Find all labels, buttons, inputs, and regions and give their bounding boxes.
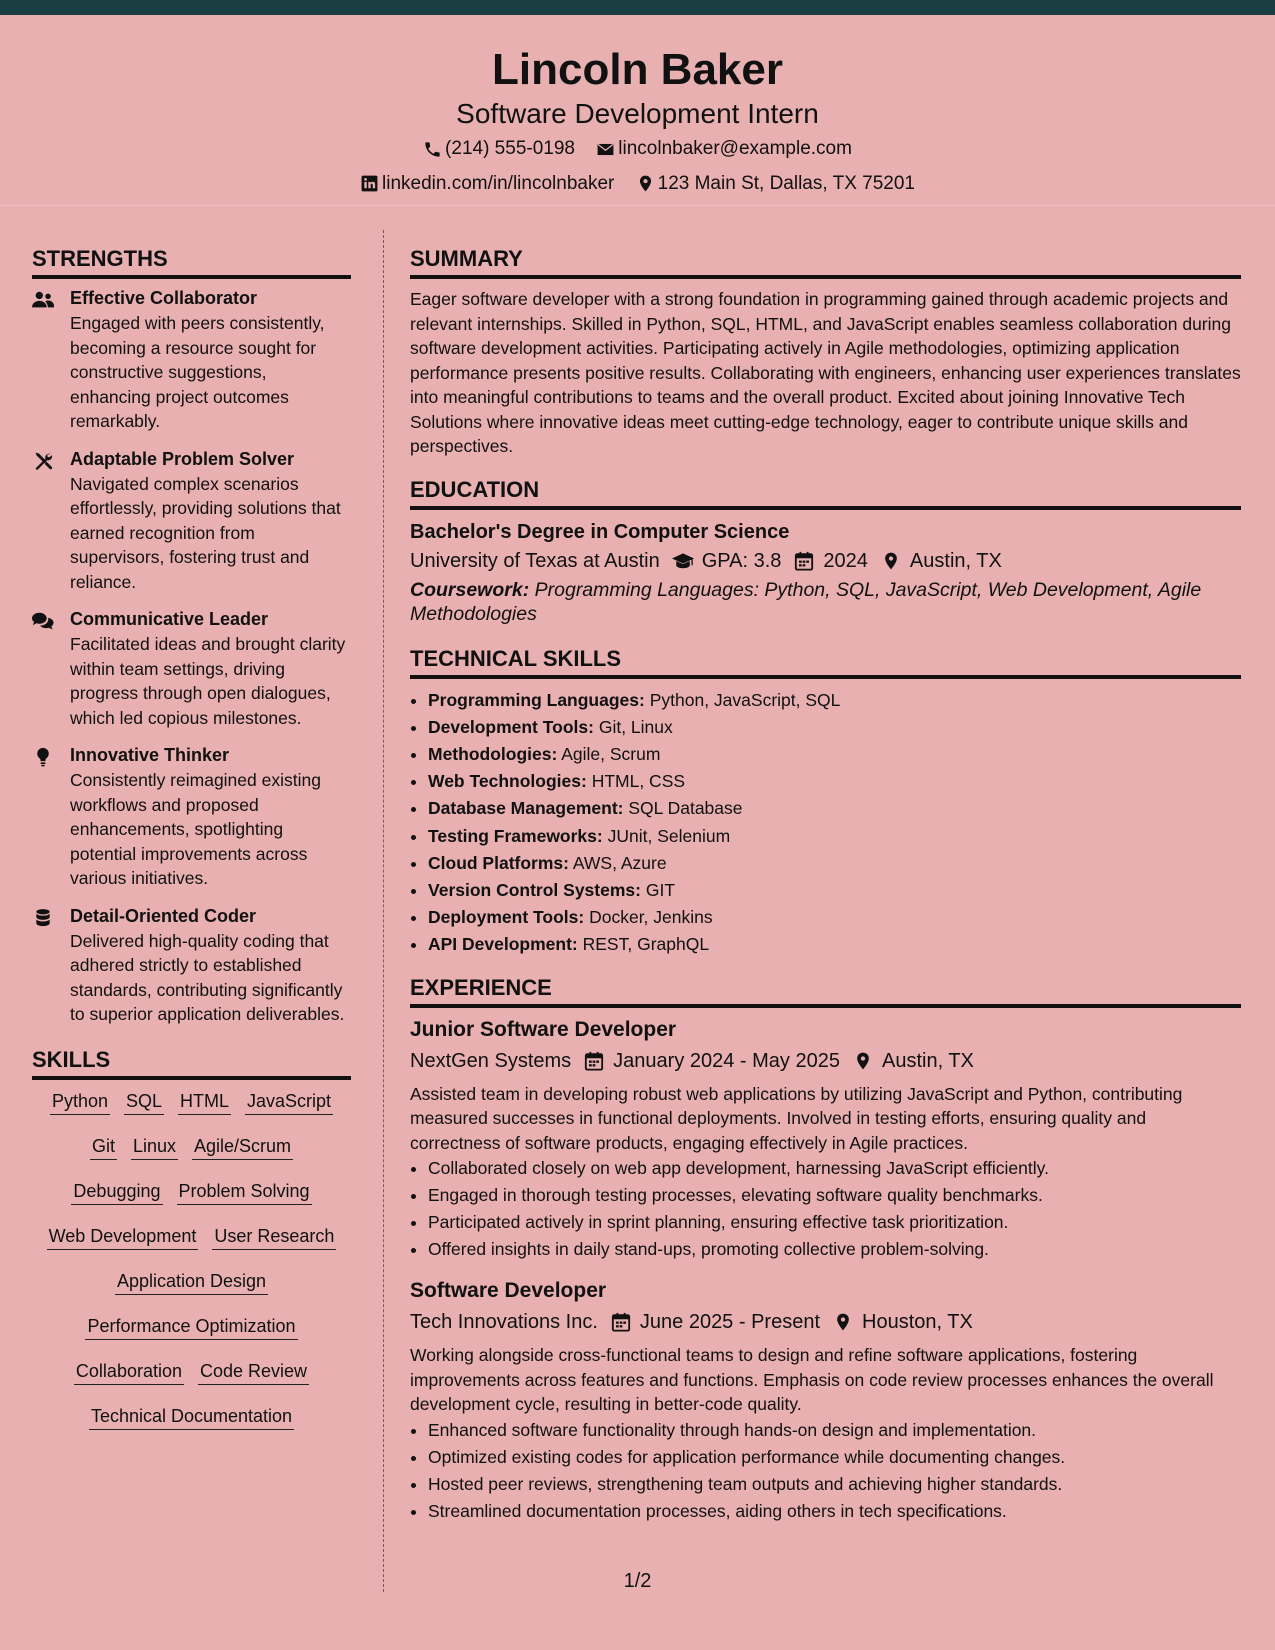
phone-text: (214) 555-0198 xyxy=(445,138,575,159)
tech-label: Cloud Platforms: xyxy=(428,852,569,873)
company-name: Tech Innovations Inc. xyxy=(410,1311,598,1334)
map-pin-icon xyxy=(832,1312,854,1332)
list-item xyxy=(428,931,1241,958)
skills-row xyxy=(32,1358,351,1386)
database-icon xyxy=(32,908,54,928)
linkedin-icon xyxy=(360,174,379,193)
summary-text: Eager software developer with a strong foundation in programming gained through academic projects and relevant internships. Skilled in Python, SQL, HTML, and JavaScript enables seamless collaboration during software development activities. Participating actively in Agile methodologies, optimizing application performance presents positive results. Collaborating with engineers, enhancing user experiences translates into meaningful contributions to teams and the overall product. Excited about joining Innovative Tech Solutions where innovative ideas meet cutting-edge technology, eager to contribute unique skills and perspectives. xyxy=(410,289,1241,456)
strength-desc: Facilitated ideas and brought clarity within team settings, driving progress through open dialogues, which led copious milestones. xyxy=(70,634,346,728)
skill-chip: Web Development xyxy=(47,1223,199,1250)
strength-title: Communicative Leader xyxy=(70,609,269,629)
skills-row xyxy=(32,1088,351,1116)
graduation-year: 2024 xyxy=(823,549,868,572)
envelope-icon xyxy=(596,140,615,159)
strengths-heading: STRENGTHS xyxy=(32,246,351,279)
list-item: • Engaged in thorough testing processes, elevating software quality benchmarks. xyxy=(428,1182,1241,1209)
strength-title: Innovative Thinker xyxy=(70,745,230,765)
skill-chip: HTML xyxy=(178,1088,231,1115)
tech-label: Deployment Tools: xyxy=(428,907,585,928)
list-item: • Streamlined documentation processes, aiding others in tech specifications. xyxy=(428,1498,1241,1525)
skill-chip: Python xyxy=(50,1088,110,1115)
candidate-name: Lincoln Baker xyxy=(492,45,783,94)
tech-label: Web Technologies: xyxy=(428,771,587,792)
tech-value: JUnit, Selenium xyxy=(607,825,731,846)
calendar-icon xyxy=(793,551,815,571)
skill-chip: Git xyxy=(90,1133,117,1160)
list-item xyxy=(428,687,1241,714)
skills-row xyxy=(32,1313,351,1341)
graduation-cap-icon xyxy=(672,551,694,571)
strength-desc: Delivered high-quality coding that adhered strictly to established standards, contributing significantly to superior application deliverables. xyxy=(70,930,345,1024)
job-meta xyxy=(410,1307,1241,1337)
phone-icon xyxy=(423,140,442,159)
coursework xyxy=(410,578,1241,626)
tech-label: Version Control Systems: xyxy=(428,879,641,900)
list-item xyxy=(428,768,1241,795)
tech-value: Git, Linux xyxy=(598,716,673,737)
left-column xyxy=(32,246,351,1448)
technical-skills-heading: TECHNICAL SKILLS xyxy=(410,646,1241,679)
job-title: Software Developer xyxy=(410,1279,607,1303)
list-item xyxy=(428,823,1241,850)
contact-row-1 xyxy=(0,137,1275,166)
top-bar xyxy=(0,0,1275,15)
tech-value: GIT xyxy=(645,879,676,900)
strength-item xyxy=(32,287,351,434)
skills-row xyxy=(32,1178,351,1206)
right-column xyxy=(410,246,1241,1525)
map-pin-icon xyxy=(880,551,902,571)
technical-skills-list xyxy=(410,687,1241,959)
skill-chip: Performance Optimization xyxy=(85,1313,297,1340)
job-bullets xyxy=(410,1155,1241,1263)
lightbulb-icon xyxy=(32,747,54,767)
list-item xyxy=(428,877,1241,904)
list-item xyxy=(428,904,1241,931)
skill-chip: Linux xyxy=(131,1133,178,1160)
tech-value: Agile, Scrum xyxy=(561,743,661,764)
skills-row xyxy=(32,1268,351,1296)
skill-chip: Problem Solving xyxy=(177,1178,312,1205)
map-pin-icon xyxy=(852,1051,874,1071)
skill-chip: SQL xyxy=(124,1088,164,1115)
job-meta xyxy=(410,1046,1241,1076)
skill-chip: Collaboration xyxy=(74,1358,184,1385)
linkedin-text[interactable]: linkedin.com/in/lincolnbaker xyxy=(382,172,615,194)
list-item xyxy=(428,714,1241,741)
strength-title: Effective Collaborator xyxy=(70,288,258,308)
strength-item xyxy=(32,608,351,730)
company-name: NextGen Systems xyxy=(410,1049,572,1072)
phone-contact xyxy=(423,137,575,161)
job-description: Working alongside cross-functional teams to design and refine software applications, fostering improvements across features and functions. Emphasis on code review processes enhances the overall development cycle, resulting in better-code quality. xyxy=(410,1345,1214,1415)
list-item: • Offered insights in daily stand-ups, promoting collective problem-solving. xyxy=(428,1236,1241,1263)
users-icon xyxy=(32,290,54,310)
strength-title: Adaptable Problem Solver xyxy=(70,448,295,469)
job-location: Houston, TX xyxy=(862,1311,973,1334)
candidate-role: Software Development Intern xyxy=(456,98,819,129)
job-dates: January 2024 - May 2025 xyxy=(613,1049,840,1072)
email-contact[interactable] xyxy=(596,137,852,161)
list-item xyxy=(428,850,1241,877)
gpa-text: GPA: 3.8 xyxy=(701,549,782,572)
school-location: Austin, TX xyxy=(909,549,1002,572)
skill-chip: User Research xyxy=(212,1223,336,1250)
skill-chip: Debugging xyxy=(71,1178,162,1205)
email-text[interactable]: lincolnbaker@example.com xyxy=(618,138,852,159)
list-item: • Optimized existing codes for application performance while documenting changes. xyxy=(428,1444,1241,1471)
school-name: University of Texas at Austin xyxy=(410,549,660,572)
list-item: • Collaborated closely on web app development, harnessing JavaScript efficiently. xyxy=(428,1155,1241,1182)
skill-chip: Technical Documentation xyxy=(89,1403,294,1430)
strength-item xyxy=(32,744,351,891)
address-contact xyxy=(636,172,915,196)
page-number: 1/2 xyxy=(623,1570,652,1592)
tech-label: Methodologies: xyxy=(428,743,558,764)
skills-list xyxy=(32,1088,351,1431)
skills-row xyxy=(32,1403,351,1431)
calendar-icon xyxy=(583,1051,605,1071)
skill-chip: JavaScript xyxy=(245,1088,333,1115)
column-divider xyxy=(383,230,384,1592)
job-entry xyxy=(410,1016,1241,1264)
comments-icon xyxy=(32,611,54,631)
tech-value: HTML, CSS xyxy=(591,771,686,792)
experience-heading: EXPERIENCE xyxy=(410,975,1241,1008)
job-description: Assisted team in developing robust web applications by utilizing JavaScript and Python, contributing measured successes in functional deployments. Involved in testing efforts, ensuring quality and correctness of software products, engaging effectively in Agile practices. xyxy=(410,1083,1183,1153)
strength-desc: Consistently reimagined existing workflows and proposed enhancements, spotlighting potential improvements across various initiatives. xyxy=(70,770,321,888)
strength-item xyxy=(32,448,351,595)
list-item xyxy=(428,741,1241,768)
tech-label: Testing Frameworks: xyxy=(428,825,603,846)
skill-chip: Application Design xyxy=(115,1268,268,1295)
contact-row-2 xyxy=(0,172,1275,201)
tech-value: AWS, Azure xyxy=(572,852,667,873)
tech-value: Docker, Jenkins xyxy=(589,907,713,928)
tech-value: SQL Database xyxy=(628,798,743,819)
strength-item xyxy=(32,905,351,1027)
skills-heading: SKILLS xyxy=(32,1047,351,1080)
education-meta xyxy=(410,546,1241,576)
list-item: • Hosted peer reviews, strengthening team outputs and achieving higher standards. xyxy=(428,1471,1241,1498)
tech-value: Python, JavaScript, SQL xyxy=(649,689,841,710)
coursework-text: Programming Languages: Python, SQL, JavaScript, Web Development, Agile Methodologies xyxy=(410,578,1202,625)
summary-heading: SUMMARY xyxy=(410,246,1241,279)
linkedin-contact[interactable] xyxy=(360,172,614,196)
education-heading: EDUCATION xyxy=(410,477,1241,510)
list-item: • Participated actively in sprint planning, ensuring effective task prioritization. xyxy=(428,1209,1241,1236)
job-location: Austin, TX xyxy=(881,1049,974,1072)
job-title: Junior Software Developer xyxy=(410,1017,677,1041)
resume-header xyxy=(0,15,1275,206)
skill-chip: Agile/Scrum xyxy=(192,1133,293,1160)
tools-icon xyxy=(32,451,54,471)
tech-value: REST, GraphQL xyxy=(582,934,710,955)
calendar-icon xyxy=(610,1312,632,1332)
coursework-label: Coursework: xyxy=(410,578,530,601)
tech-label: API Development: xyxy=(428,934,578,955)
strength-desc: Navigated complex scenarios effortlessly, providing solutions that earned recognition from supervisors, fostering trust and reliance. xyxy=(70,473,341,592)
tech-label: Database Management: xyxy=(428,798,624,819)
skill-chip: Code Review xyxy=(198,1358,309,1385)
strength-title: Detail-Oriented Coder xyxy=(70,905,257,926)
skills-row xyxy=(32,1133,351,1161)
list-item xyxy=(428,795,1241,822)
job-dates: June 2025 - Present xyxy=(639,1311,821,1334)
strength-desc: Engaged with peers consistently, becoming a resource sought for constructive suggestions, enhancing project outcomes remarkably. xyxy=(70,313,325,431)
address-text: 123 Main St, Dallas, TX 75201 xyxy=(657,172,915,194)
degree-title: Bachelor's Degree in Computer Science xyxy=(410,520,790,543)
skills-row xyxy=(32,1223,351,1251)
tech-label: Programming Languages: xyxy=(428,689,645,710)
job-bullets xyxy=(410,1417,1241,1525)
list-item: • Enhanced software functionality through hands-on design and implementation. xyxy=(428,1417,1241,1444)
job-entry xyxy=(410,1277,1241,1525)
map-pin-icon xyxy=(636,174,655,193)
tech-label: Development Tools: xyxy=(428,716,594,737)
